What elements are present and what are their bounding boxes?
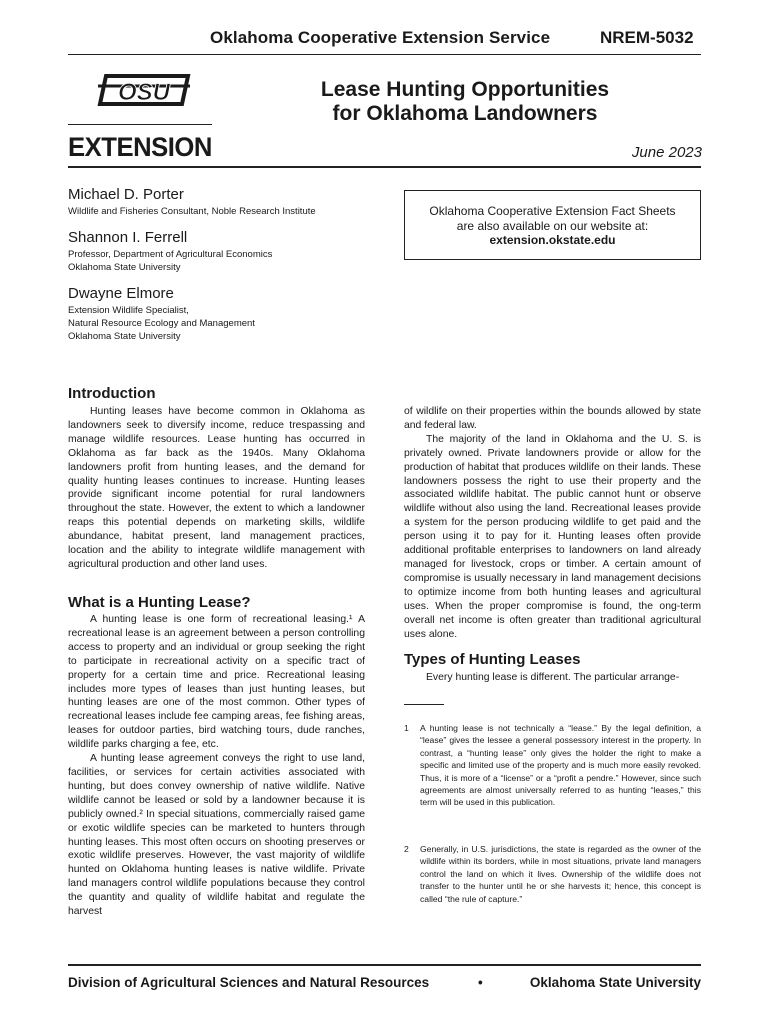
website-link[interactable]: extension.okstate.edu xyxy=(489,233,616,247)
author-affiliation: Wildlife and Fisheries Consultant, Noble Research Institute xyxy=(68,206,316,217)
footnote-rule xyxy=(404,704,444,705)
footer-rule xyxy=(68,964,701,966)
section-heading-what-is-lease: What is a Hunting Lease? xyxy=(68,594,251,611)
paragraph: A hunting lease is one form of recreational leasing.¹ A recreational lease is an agreement between a person controlling access to property and an individual or group seeking the right to participate in recreational activity on a specific tract of property for a certain time and price. Recreational leasing includes more types of leases than just hunting leases, but hunting leases are one of the most common. Other types of recreational leases include fee camping areas, fee fishing areas, leases for outdoor parties, bird watching tours, dude ranches, wildlife parks charging a fee, etc. xyxy=(68,614,365,751)
author-affiliation: Oklahoma State University xyxy=(68,331,181,342)
document-title xyxy=(280,78,650,126)
extension-wordmark: EXTENSION xyxy=(68,132,212,162)
factbox-line-2: are also available on our website at: xyxy=(456,218,649,233)
author-name: Michael D. Porter xyxy=(68,186,184,203)
author-name: Dwayne Elmore xyxy=(68,285,174,302)
footnote-text: Generally, in U.S. jurisdictions, the state is regarded as the owner of the wildlife within its borders, while in most situations, private land managers control the land on which it lives. Ownership of the wildlife does not transfer to the hunter until he or she harvests it; hence, this concept is called “the rule of capture.” xyxy=(420,844,701,904)
author-block-3 xyxy=(68,285,255,343)
osu-logo-icon xyxy=(96,68,192,112)
header-organization: Oklahoma Cooperative Extension Service xyxy=(210,28,551,47)
section-heading-types: Types of Hunting Leases xyxy=(404,651,581,668)
footer-division: Division of Agricultural Sciences and Natural Resources xyxy=(68,975,430,990)
publication-date: June 2023 xyxy=(631,144,702,161)
footnote-number: 2 xyxy=(404,844,409,854)
paragraph: of wildlife on their properties within the bounds allowed by state and federal law. xyxy=(404,406,701,431)
footnote-text: A hunting lease is not technically a “lease.” By the legal definition, a “lease” gives the lessee a general possessory interest in the property. In contrast, a “hunting lease” only gives the holder the right to make a specific and limited use of the property and is much more easily revoked. Thus, it is more of a “license” or a “profit a pendre.” However, since such agreements are almost universally referred to as hunting “leases,” this term will be used in this publication. xyxy=(420,723,701,808)
logo-divider xyxy=(68,124,212,125)
right-column-body xyxy=(404,405,701,641)
author-affiliation: Professor, Department of Agricultural Economics xyxy=(68,249,273,260)
types-body xyxy=(404,671,701,685)
title-line-2: for Oklahoma Landowners xyxy=(332,102,598,125)
paragraph: The majority of the land in Oklahoma and the U. S. is privately owned. Private landowners provide or allow for the production of habitat that produces wildlife on their lands. These landowners possess the right to use their property and the associated wildlife habitat. The public cannot hunt or observe wildlife without also using the land. Recreational leases provide a system for the person producing wildlife to get paid and the person using it to pay for it. Hunting leases often provide additional profitable enterprises to landowners on land already managed for livestock, crops or timber. A certain amount of compromise is usually necessary in land management decisions to optimize income from both hunting leases and agricultural uses. When the proper compromise is found, the ong-term overall net income is often greater than traditional agricultural uses alone. xyxy=(404,433,701,640)
footnote-1 xyxy=(404,722,701,809)
paragraph: Every hunting lease is different. The particular arrange- xyxy=(426,672,680,683)
what-is-lease-body xyxy=(68,613,365,919)
factbox-line-1: Oklahoma Cooperative Extension Fact Sheets xyxy=(429,204,676,218)
author-affiliation: Natural Resource Ecology and Management xyxy=(68,318,255,329)
footer-separator: • xyxy=(478,975,483,990)
publication-code: NREM-5032 xyxy=(600,28,694,47)
author-affiliation: Oklahoma State University xyxy=(68,262,181,273)
footer-university: Oklahoma State University xyxy=(529,975,701,990)
author-block-1 xyxy=(68,186,316,218)
title-line-1: Lease Hunting Opportunities xyxy=(320,78,610,101)
paragraph: Hunting leases have become common in Oklahoma as landowners seek to diversify income, reduce trespassing and manage wildlife resources. Lease hunting has occurred in Oklahoma as far back as the 1940s. Many Oklahoma landowners profit from hunting leases, and the demand for quality hunting leases continues to increase. Hunting leases provide significant income potential for rural landowners throughout the state. However, the extent to which a landowner reaps this potential depends on marketing skills, wildlife abundance, habitat present, land management practices, location and the ability to integrate wildlife management with agricultural production and other land uses. xyxy=(68,406,365,570)
header-rule xyxy=(68,54,701,55)
fact-sheet-box xyxy=(404,190,701,260)
section-heading-introduction: Introduction xyxy=(68,385,156,402)
footnote-number: 1 xyxy=(404,723,409,733)
title-rule xyxy=(68,166,701,168)
logo-text: OSU xyxy=(117,79,171,106)
introduction-body xyxy=(68,405,365,572)
author-block-2 xyxy=(68,229,272,274)
footnote-2 xyxy=(404,843,701,905)
author-name: Shannon I. Ferrell xyxy=(68,229,188,246)
author-affiliation: Extension Wildlife Specialist, xyxy=(68,305,189,316)
paragraph: A hunting lease agreement conveys the right to use land, facilities, or services for certain activities associated with hunting, but does convey ownership of native wildlife. Native wildlife cannot be leased or sold by a landowner because it is publicly owned.² In special situations, commercially raised game or exotic wildlife species can be marketed to hunters through hunting leases. This most often occurs on shooting preserves or exotic wildlife preserves. However, the vast majority of wildlife hunted on Oklahoma hunting leases is native wildlife. Private land managers control wildlife populations because they control the quantity and quality of wildlife habitat and regulate the harvest xyxy=(68,753,365,918)
